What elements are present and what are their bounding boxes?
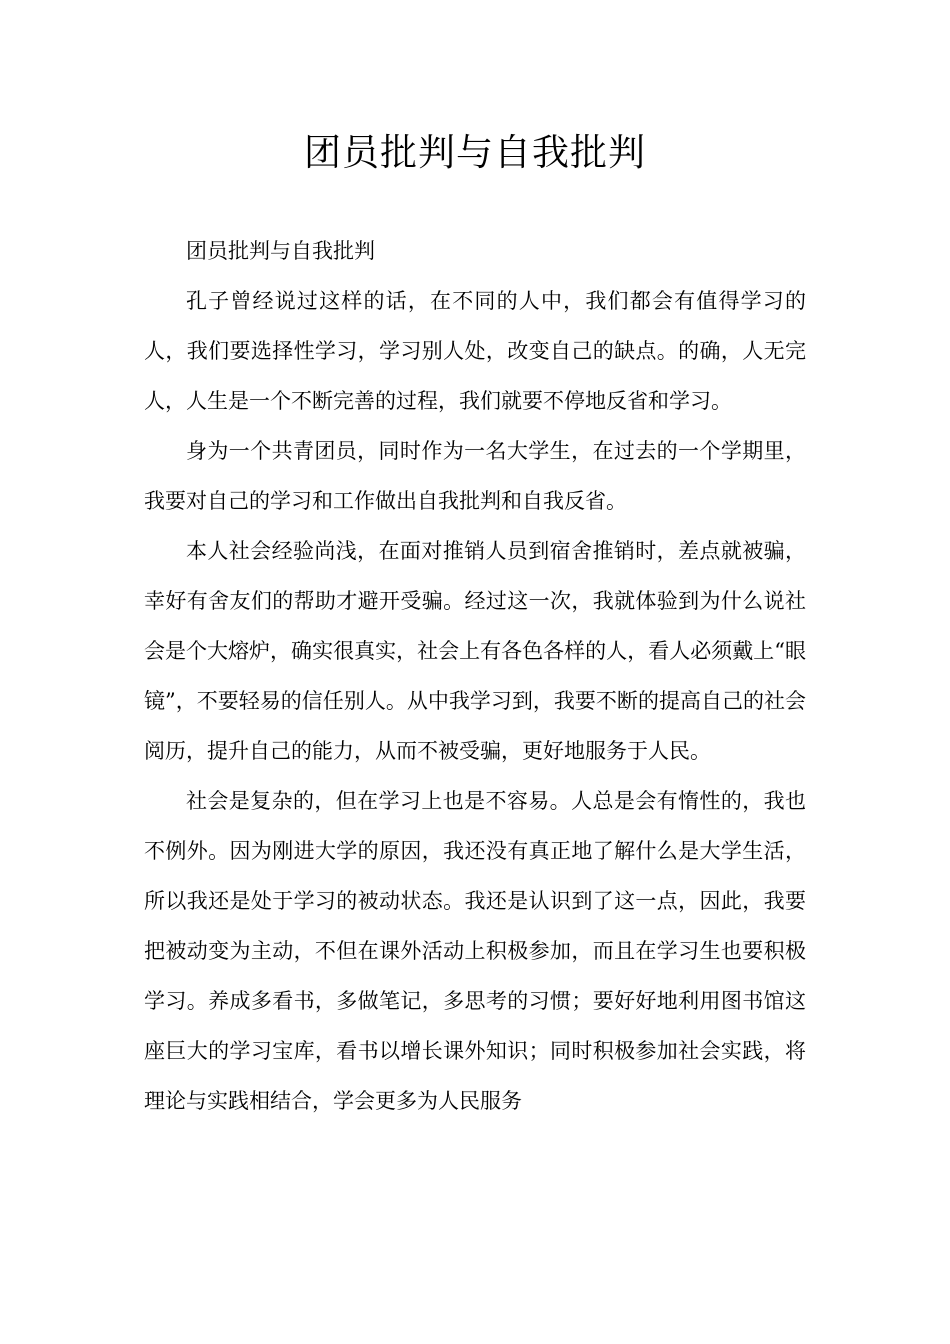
paragraph: 身为一个共青团员，同时作为一名大学生，在过去的一个学期里，我要对自己的学习和工作做出自我批判和自我反省。 [144, 439, 806, 513]
paragraph: 社会是复杂的，但在学习上也是不容易。人总是会有惰性的，我也不例外。因为刚进大学的原因，我还没有真正地了解什么是大学生活，所以我还是处于学习的被动状态。我还是认识到了这一点，因此，我要把被动变为主动，不但在课外活动上积极参加，而且在学习生也要积极学习。养成多看书，多做笔记，多思考的习惯；要好好地利用图书馆这座巨大的学习宝库，看书以增长课外知识；同时积极参加社会实践，将理论与实践相结合，学会更多为人民服务 [144, 789, 806, 1113]
document-title: 团员批判与自我批判 [304, 131, 646, 174]
paragraph: 孔子曾经说过这样的话，在不同的人中，我们都会有值得学习的人，我们要选择性学习，学习别人处，改变自己的缺点。的确，人无完人，人生是一个不断完善的过程，我们就要不停地反省和学习。 [144, 289, 806, 413]
paragraph-subtitle: 团员批判与自我批判 [186, 239, 375, 263]
document-body [144, 226, 806, 1126]
paragraph: 本人社会经验尚浅，在面对推销人员到宿舍推销时，差点就被骗，幸好有舍友们的帮助才避开受骗。经过这一次，我就体验到为什么说社会是个大熔炉，确实很真实，社会上有各色各样的人，看人必须戴上“眼镜”，不要轻易的信任别人。从中我学习到，我要不断的提高自己的社会阅历，提升自己的能力，从而不被受骗，更好地服务于人民。 [144, 539, 806, 763]
